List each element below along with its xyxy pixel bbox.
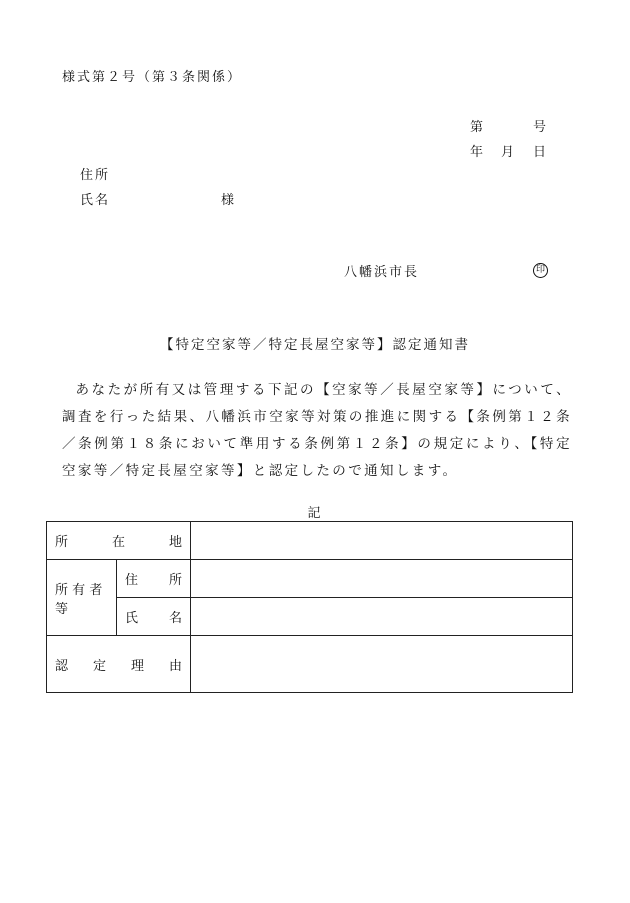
row-owner-name: [47, 598, 573, 636]
owner-address-char: 所: [168, 573, 182, 588]
issuer-title: 八幡浜市長: [344, 265, 420, 280]
owner-name-value: [191, 598, 573, 636]
location-char: 在: [111, 535, 125, 550]
issue-year: 年: [470, 145, 486, 160]
row-location: [47, 522, 573, 560]
row-reason: [47, 636, 573, 693]
body-text: あなたが所有又は管理する下記の【空家等／長屋空家等】について、調査を行った結果、八幡浜市空家等対策の推進に関する【条例第１２条／条例第１８条において準用する条例第１２条】の規定により、【特定空家等／特定長屋空家等】と認定したので通知します。: [62, 382, 572, 479]
seal-mark: [533, 261, 548, 278]
reason-char: 理: [130, 658, 144, 674]
reason-value: [191, 636, 573, 693]
issue-go: 号: [533, 120, 549, 135]
recipient-address-label: 住所: [80, 168, 111, 183]
owner-char: 有: [72, 582, 86, 598]
owner-label: [47, 560, 117, 636]
recipient-name-label: 氏名: [80, 193, 111, 208]
owner-name-char: 氏: [125, 611, 139, 626]
owner-name-label: [117, 598, 191, 636]
seal-icon: 印: [533, 263, 548, 278]
recipient-sama: 様: [221, 193, 237, 208]
location-label: [47, 522, 191, 560]
owner-address-char: 住: [125, 573, 139, 588]
location-char: 地: [168, 535, 182, 550]
issue-month: 月: [501, 145, 517, 160]
row-owner-address: [47, 560, 573, 598]
document-title: 【特定空家等／特定長屋空家等】認定通知書: [160, 337, 470, 353]
form-number: 様式第２号（第３条関係）: [62, 70, 243, 85]
owner-address-label: [117, 560, 191, 598]
details-table: [46, 521, 573, 693]
owner-address-value: [191, 560, 573, 598]
reason-char: 定: [92, 658, 106, 674]
reason-char: 由: [168, 658, 182, 674]
location-char: 所: [55, 535, 69, 550]
reason-label: [47, 636, 191, 693]
issue-day: 日: [533, 145, 549, 160]
ki-heading: 記: [307, 506, 323, 521]
owner-char: 者: [89, 582, 103, 598]
owner-char: 等: [55, 601, 69, 617]
location-value: [191, 522, 573, 560]
reason-char: 認: [55, 658, 69, 674]
owner-name-char: 名: [168, 611, 182, 626]
issue-dai: 第: [470, 120, 486, 135]
owner-char: 所: [55, 582, 69, 598]
